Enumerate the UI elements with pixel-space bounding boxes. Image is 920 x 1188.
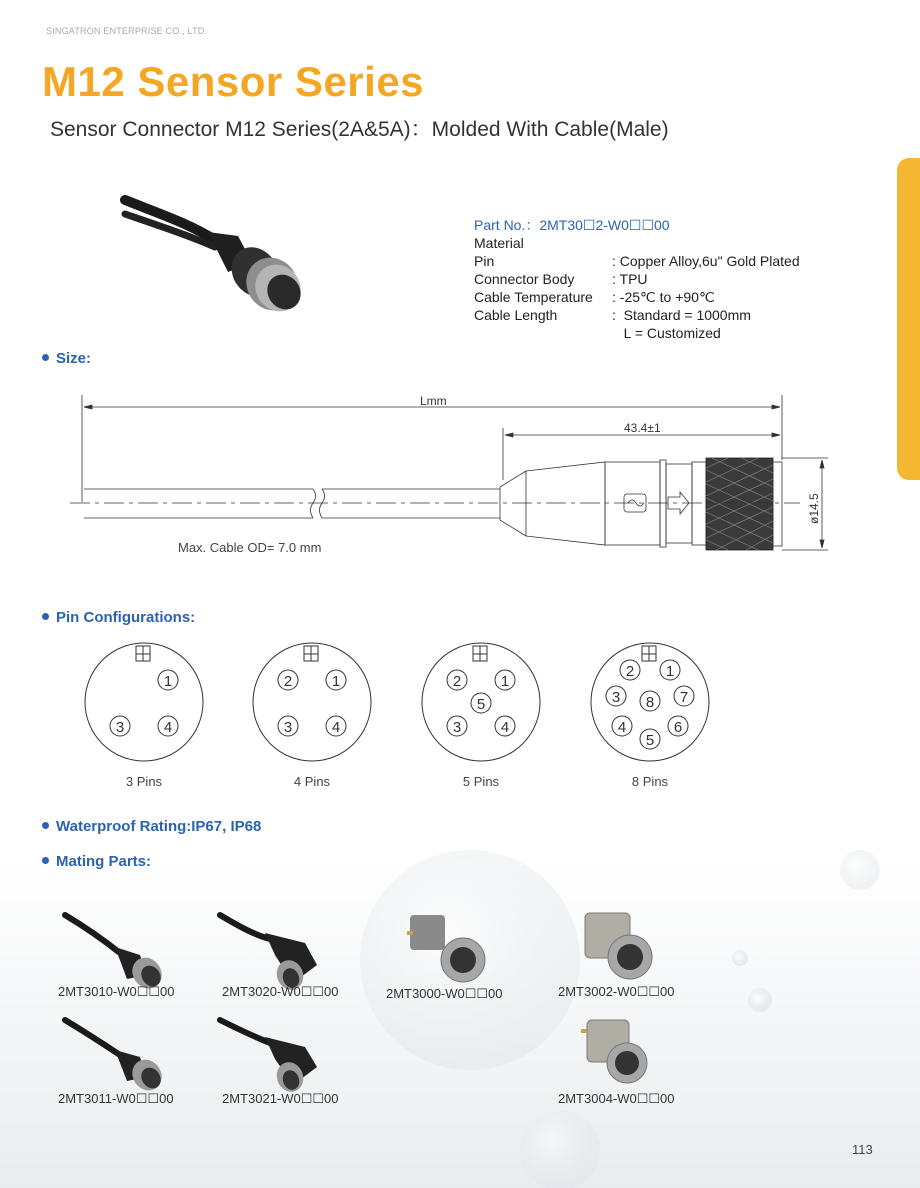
pin-number: 8 (645, 694, 655, 711)
pin-number: 2 (283, 673, 293, 690)
pin-number: 3 (283, 719, 293, 736)
bullet-icon (42, 822, 49, 829)
pin-diagram-3 (85, 643, 203, 761)
pin-label-5: 5 Pins (462, 774, 500, 789)
bullet-icon (42, 857, 49, 864)
spec-row: L = Customized (612, 325, 721, 341)
pin-number: 3 (115, 719, 125, 736)
head-length-label: 43.4±1 (624, 421, 661, 435)
mating-part-image (220, 1020, 317, 1096)
pin-label-4: 4 Pins (293, 774, 331, 789)
pin-number: 1 (665, 663, 675, 680)
dimension-drawing (0, 390, 850, 565)
pin-number: 4 (500, 719, 510, 736)
pin-number: 2 (452, 673, 462, 690)
overall-length-label: Lmm (420, 394, 447, 408)
pin-number: 7 (679, 689, 689, 706)
page-subtitle: Sensor Connector M12 Series(2A&5A)：Molded With Cable(Male) (50, 118, 669, 141)
cable-note: Max. Cable OD= 7.0 mm (178, 540, 322, 555)
page-number: 113 (852, 1142, 873, 1157)
pin-number: 3 (611, 689, 621, 706)
product-image (120, 192, 320, 332)
pin-number: 5 (476, 696, 486, 713)
page-title: M12 Sensor Series (42, 58, 425, 105)
section-mating-parts: Mating Parts: (42, 853, 151, 870)
pin-diagram-8 (591, 643, 709, 761)
bullet-icon (42, 613, 49, 620)
part-number: Part No.：2MT30☐2-W0☐☐00 (474, 217, 670, 233)
pin-number: 4 (163, 719, 173, 736)
pin-number: 4 (331, 719, 341, 736)
side-tab (897, 158, 920, 480)
pin-number: 1 (500, 673, 510, 690)
pin-label-8: 8 Pins (631, 774, 669, 789)
mating-part-image (65, 915, 168, 994)
spec-row: Cable Length : Standard = 1000mm (474, 307, 751, 323)
mating-part-image (65, 1020, 168, 1096)
spec-row: Cable Temperature : -25℃ to +90℃ (474, 289, 715, 305)
pin-configurations (60, 640, 820, 775)
mating-part-images (55, 905, 775, 1105)
mating-part-label: 2MT3011-W0☐☐00 (58, 1091, 174, 1106)
pin-number: 1 (331, 673, 341, 690)
pin-number: 5 (645, 732, 655, 749)
spec-row: Pin : Copper Alloy,6u" Gold Plated (474, 253, 800, 269)
mating-part-label: 2MT3000-W0☐☐00 (386, 986, 503, 1001)
section-pin-configurations: Pin Configurations: (42, 609, 195, 626)
pin-number: 2 (625, 663, 635, 680)
section-waterproof: Waterproof Rating:IP67, IP68 (42, 818, 261, 835)
mating-part-image (407, 915, 485, 982)
spec-row: Connector Body : TPU (474, 271, 648, 287)
pin-number: 4 (617, 719, 627, 736)
company-name: SINGATRON ENTERPRISE CO., LTD. (46, 26, 208, 36)
pin-diagram-4 (253, 643, 371, 761)
bullet-icon (42, 354, 49, 361)
mating-part-image (585, 913, 652, 979)
pin-diagram-5 (422, 643, 540, 761)
pin-number: 1 (163, 673, 173, 690)
material-heading: Material (474, 235, 524, 251)
diameter-label: ø14.5 (807, 493, 821, 524)
pin-number: 6 (673, 719, 683, 736)
section-size: Size: (42, 350, 91, 367)
pin-number: 3 (452, 719, 462, 736)
mating-part-label: 2MT3004-W0☐☐00 (558, 1091, 675, 1106)
mating-part-image (220, 915, 317, 994)
mating-part-image (581, 1020, 647, 1083)
mating-part-label: 2MT3010-W0☐☐00 (58, 984, 175, 999)
mating-part-label: 2MT3020-W0☐☐00 (222, 984, 339, 999)
mating-part-label: 2MT3002-W0☐☐00 (558, 984, 675, 999)
spec-block (474, 216, 800, 342)
mating-part-label: 2MT3021-W0☐☐00 (222, 1091, 339, 1106)
pin-label-3: 3 Pins (125, 774, 163, 789)
